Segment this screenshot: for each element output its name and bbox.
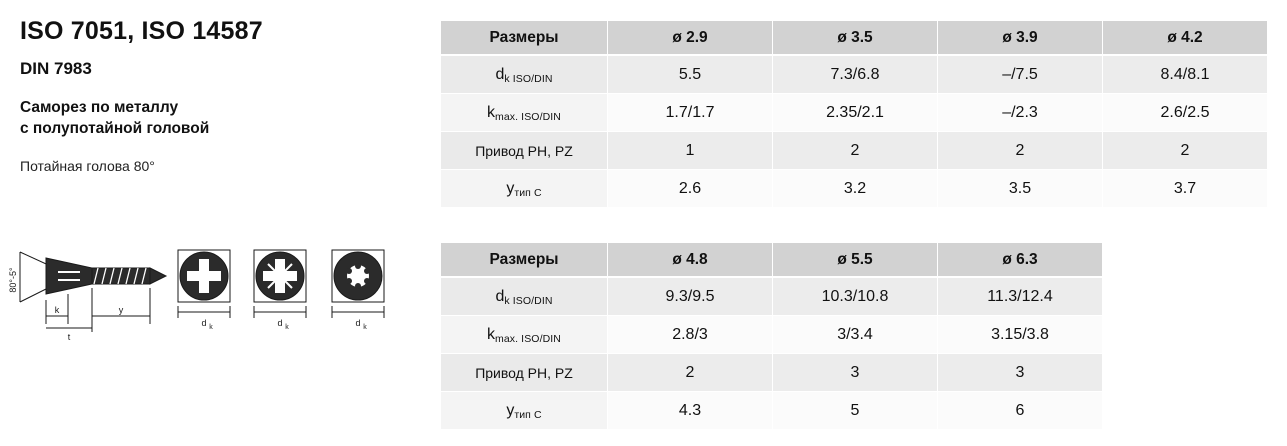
table2-row1-val1: 3/3.4 [773,316,938,354]
table1-row3-val1: 3.2 [773,170,938,208]
table2-row3-label: yтип C [441,392,608,430]
table2-header-2: ø 5.5 [773,243,938,278]
dimensions-table-2-wrapper [440,242,1268,430]
table2-row1-val0: 2.8/3 [608,316,773,354]
table2-row3-val1: 5 [773,392,938,430]
table2-row0-label: dk ISO/DIN [441,277,608,316]
table2-row3-val0: 4.3 [608,392,773,430]
table1-row0-val0: 5.5 [608,55,773,94]
page-title: ISO 7051, ISO 14587 [20,17,263,45]
table1-row1-val0: 1.7/1.7 [608,94,773,132]
table1-header-4: ø 4.2 [1103,21,1268,56]
dimensions-table-1-wrapper [440,20,1268,208]
table1-row3-val0: 2.6 [608,170,773,208]
table2-header-1: ø 4.8 [608,243,773,278]
table2-row2-val1: 3 [773,354,938,392]
product-description-line2: с полупотайной головой [20,120,210,138]
svg-text:k: k [363,324,367,331]
table1-row0-val1: 7.3/6.8 [773,55,938,94]
table1-row2-val1: 2 [773,132,938,170]
table-row [441,170,1268,208]
table-row [441,354,1268,392]
table1-row1-label: kmax. ISO/DIN [441,94,608,132]
table1-row1-val1: 2.35/2.1 [773,94,938,132]
table-row [441,277,1268,316]
drawing-dim-dk-2: d [277,318,283,328]
drawing-dim-y: y [118,305,124,315]
table-row [441,132,1268,170]
table2-row2-val3 [1103,354,1268,392]
drawing-dim-t: t [67,332,71,342]
table1-row3-val2: 3.5 [938,170,1103,208]
standard-subtitle: DIN 7983 [20,58,92,78]
dimensions-table-2 [440,242,1268,430]
table1-row0-val3: 8.4/8.1 [1103,55,1268,94]
drawing-dim-dk-3: d [355,318,361,328]
head-angle-note: Потайная голова 80° [20,158,155,175]
table1-row2-val3: 2 [1103,132,1268,170]
product-description-line1: Саморез по металлу [20,99,179,117]
table2-header-0: Размеры [441,243,608,278]
table2-row0-val1: 10.3/10.8 [773,277,938,316]
table-row [441,392,1268,430]
table2-row0-val3 [1103,277,1268,316]
table1-header-1: ø 2.9 [608,21,773,56]
table2-row1-val3 [1103,316,1268,354]
drawing-dim-k: k [54,305,60,315]
table2-row0-val2: 11.3/12.4 [938,277,1103,316]
table-row [441,94,1268,132]
table1-row2-val0: 1 [608,132,773,170]
product-info-block [20,18,420,174]
table1-header-0: Размеры [441,21,608,56]
svg-text:k: k [209,324,213,331]
table1-row3-label: yтип C [441,170,608,208]
table1-header-2: ø 3.5 [773,21,938,56]
table2-row1-val2: 3.15/3.8 [938,316,1103,354]
table2-row1-label: kmax. ISO/DIN [441,316,608,354]
table-row [441,55,1268,94]
table1-row2-val2: 2 [938,132,1103,170]
table1-row0-val2: –/7.5 [938,55,1103,94]
table2-row2-val2: 3 [938,354,1103,392]
table1-row1-val2: –/2.3 [938,94,1103,132]
table1-row2-label: Привод PH, PZ [441,132,608,170]
drawing-dim-dk-1: d [201,318,207,328]
table2-row3-val2: 6 [938,392,1103,430]
table1-row1-val3: 2.6/2.5 [1103,94,1268,132]
table1-row0-label: dk ISO/DIN [441,55,608,94]
drawing-angle-label: 80°-5° [8,267,18,293]
table-header-row [441,243,1268,278]
table2-header-3: ø 6.3 [938,243,1103,278]
table-header-row [441,21,1268,56]
svg-text:k: k [285,324,289,331]
table2-row2-val0: 2 [608,354,773,392]
table-row [441,316,1268,354]
table1-header-3: ø 3.9 [938,21,1103,56]
table2-row3-val3 [1103,392,1268,430]
table2-row2-label: Привод PH, PZ [441,354,608,392]
table2-row0-val0: 9.3/9.5 [608,277,773,316]
table1-row3-val3: 3.7 [1103,170,1268,208]
product-description [20,98,420,140]
dimensions-table-1 [440,20,1268,208]
technical-drawing [6,228,416,348]
table2-header-4 [1103,243,1268,278]
